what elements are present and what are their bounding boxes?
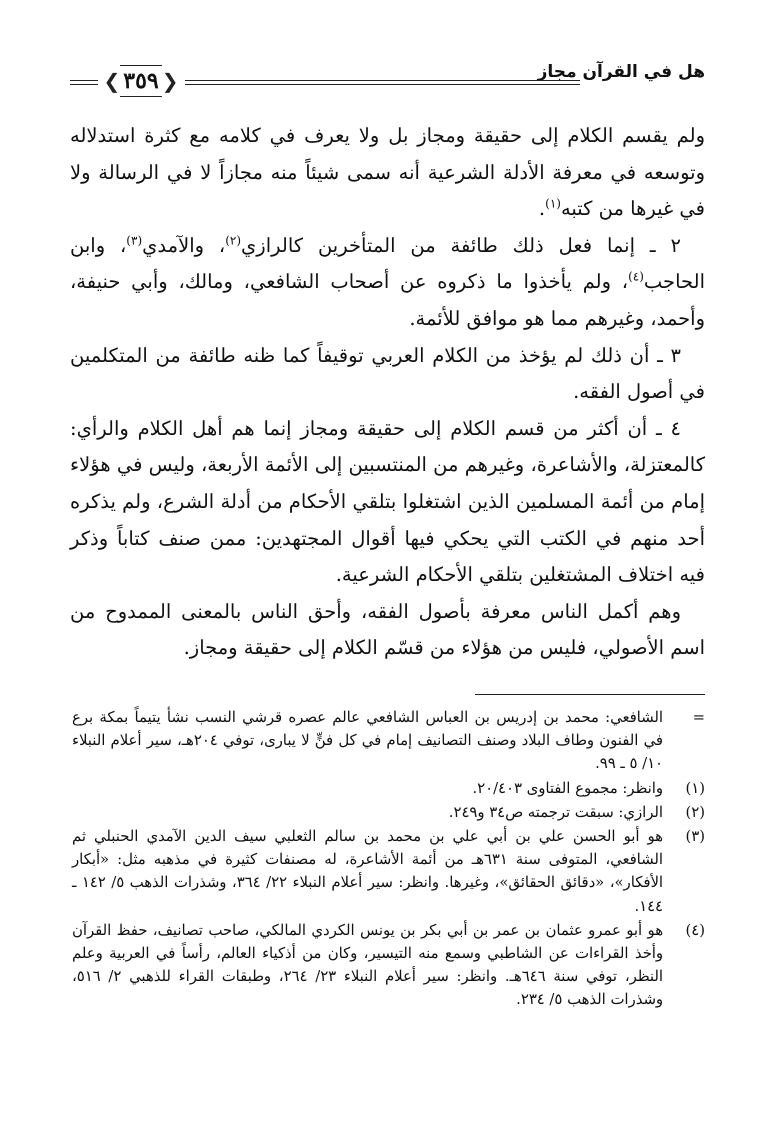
footnote-separator <box>475 694 705 695</box>
footnote-mark: (٣) <box>685 828 705 846</box>
footnote-ref: (٢) <box>225 233 242 248</box>
page-number: ٣٥٩ <box>120 65 161 97</box>
paragraph-5: وهم أكمل الناس معرفة بأصول الفقه، وأحق الناس بالمعنى الممدوح من اسم الأصولي، فليس من هؤلاء من قسّم الكلام إلى حقيقة ومجاز. <box>70 599 705 660</box>
footnote-mark: = <box>692 709 705 726</box>
footnote <box>72 801 705 824</box>
footnote <box>72 706 705 776</box>
paragraph-4: ٤ ـ أن أكثر من قسم الكلام إلى حقيقة ومجاز إنما هم أهل الكلام والرأي: كالمعتزلة، والأشاعرة، وغيرهم من المنتسبين إلى الأئمة الأربعة، وليس في هؤلاء إمام من أئمة المسلمين الذين اشتغلوا بتلقي الأحكام من أدلة الشرع، ولم يذكره أحد منهم في الكتب التي يحكي فيها أقوال المجتهدين: ممن صنف كتاباً وذكر فيه اختلاف المشتغلين بتلقي الأحكام الشرعية. <box>70 416 705 587</box>
footnote <box>72 777 705 800</box>
footnote-text: وانظر: مجموع الفتاوى ٢٠/٤٠٣. <box>472 779 663 797</box>
footnote-ref: (٤) <box>628 269 644 284</box>
paragraph-1-text: ولم يقسم الكلام إلى حقيقة ومجاز بل ولا يعرف في كلامه مع كثرة استدلاله وتوسعه في معرفة الأدلة الشرعية أنه سمى شيئاً منه مجازاً لا في الرسالة ولا في غيرها من كتبه <box>70 124 705 221</box>
running-title: هل في القرآن مجاز <box>537 62 705 82</box>
paragraph-2-text-b: ، والآمدي <box>142 233 226 257</box>
paragraph-2-text-a: ٢ ـ إنما فعل ذلك طائفة من المتأخرين كالرازي <box>241 233 681 257</box>
footnote <box>72 825 705 918</box>
header-rule <box>185 80 580 85</box>
paragraph-2 <box>70 228 705 338</box>
footnote-mark: (٤) <box>685 921 705 939</box>
footnote-text: الشافعي: محمد بن إدريس بن العباس الشافعي عالم عصره قرشي النسب نشأ يتيماً بمكة برع في الفنون وطاف البلاد وصنف التصانيف إمام في كل فنٍّ لا يبارى، توفي ٢٠٤هـ، سير أعلام النبلاء ١٠/ ٥ ـ ٩٩. <box>72 709 663 773</box>
page-number-ornament <box>100 66 182 96</box>
ornament-left-icon: ❮ <box>161 69 179 93</box>
footnote-text: هو أبو عمرو عثمان بن عمر بن أبي بكر بن يونس الكردي المالكي، صاحب تصانيف، حفظ القرآن وأخذ القراءات عن الشاطبي وسمع منه التيسير، وكان من أذكياء العالم، رأساً في العربية وعلم النظر، توفي سنة ٦٤٦هـ. وانظر: سير أعلام النبلاء ٢٣/ ٢٦٤، وطبقات القراء للذهبي ٢/ ٥١٦، وشذرات الذهب ٥/ ٢٣٤. <box>72 921 663 1009</box>
footnote-mark: (٢) <box>685 803 705 821</box>
paragraph-1: ولم يقسم الكلام إلى حقيقة ومجاز بل ولا يعرف في كلامه مع كثرة استدلاله وتوسعه في معرفة الأدلة الشرعية أنه سمى شيئاً منه مجازاً لا في الرسالة ولا في غيرها من كتبه$^{(١)}$. <box>70 124 705 221</box>
footnote-ref: (١) <box>545 196 561 211</box>
paragraph-3: ٣ ـ أن ذلك لم يؤخذ من الكلام العربي توقيفاً كما ظنه طائفة من المتكلمين في أصول الفقه. <box>70 343 705 404</box>
paragraph-2-text-c: ، وابن الحاجب <box>70 233 705 294</box>
footnote <box>72 919 705 1012</box>
paragraph-2-text-d: ، ولم يأخذوا ما ذكروه عن أصحاب الشافعي، ومالك، وأبي حنيفة، وأحمد، وغيرهم مما هو موافق للأئمة. <box>70 270 705 330</box>
footnote-mark: (١) <box>685 779 705 797</box>
footnote-ref: (٣) <box>126 233 143 248</box>
footnote-text: الرازي: سبقت ترجمته ص٣٤ و٢٤٩. <box>448 803 663 821</box>
header-rule-left <box>70 80 98 85</box>
page-header <box>70 58 705 98</box>
footnote-text: هو أبو الحسن علي بن أبي علي بن محمد بن سالم الثعلبي سيف الدين الآمدي الحنبلي ثم الشافعي، المتوفى سنة ٦٣١هـ من أئمة الأشاعرة، له مصنفات كثيرة في مذهبه مثل: «أبكار الأفكار»، «دقائق الحقائق»، وغيرها. وانظر: سير أعلام النبلاء ٢٢/ ٣٦٤، وشذرات الذهب ٥/ ١٤٢ ـ ١٤٤. <box>72 828 664 915</box>
footnotes <box>72 706 705 1013</box>
ornament-right-icon: ❯ <box>103 69 121 93</box>
main-text <box>70 118 705 667</box>
